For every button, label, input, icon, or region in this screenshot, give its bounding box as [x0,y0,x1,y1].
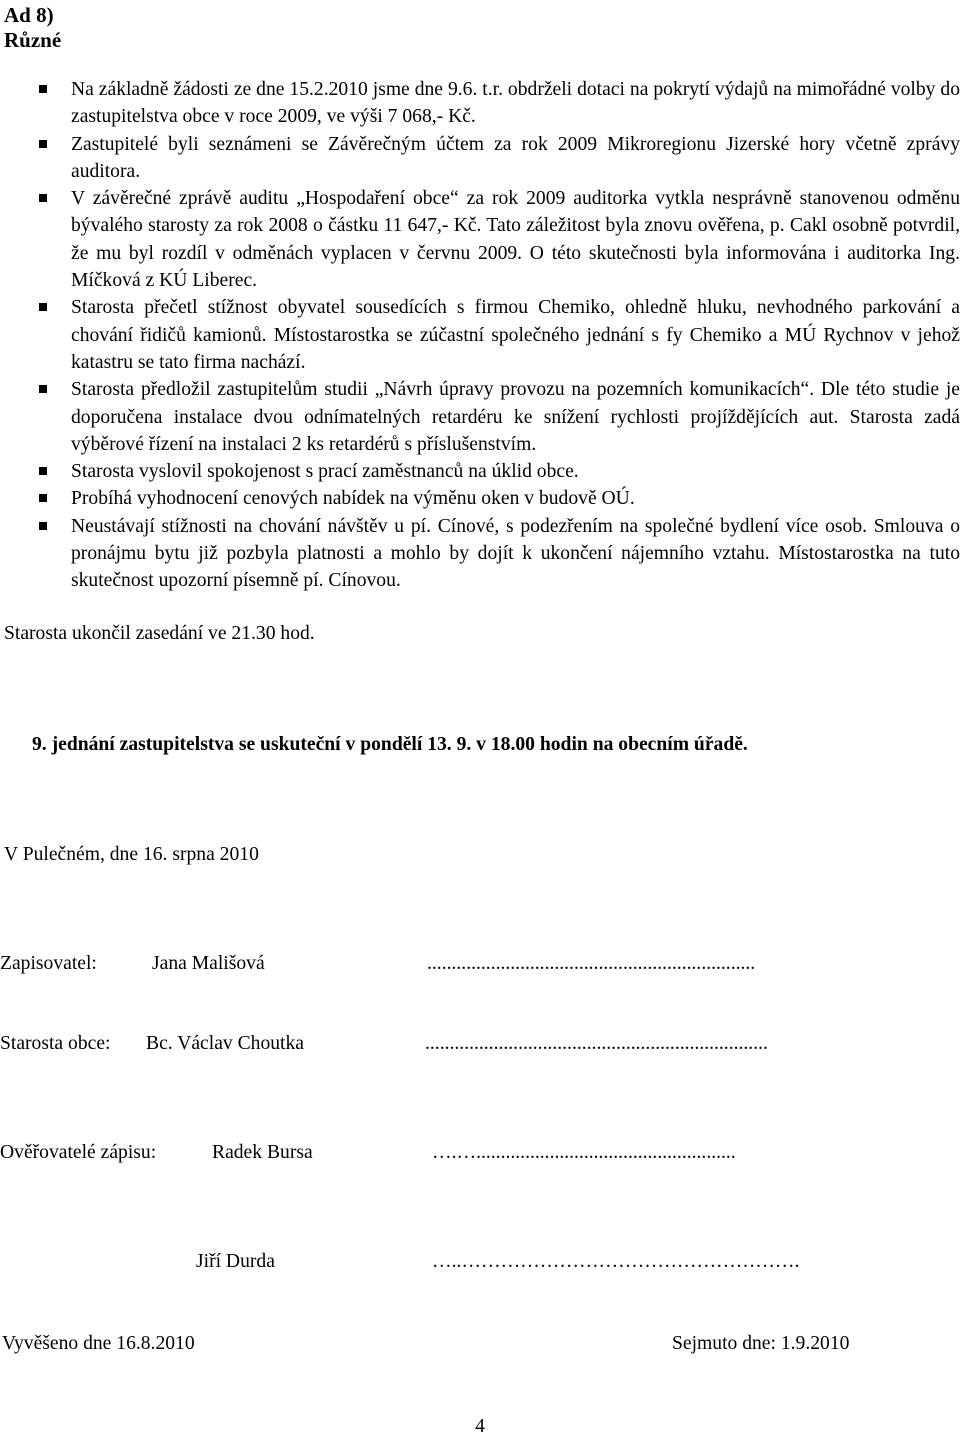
mayor-label: Starosta obce: [0,1033,111,1054]
square-bullet-icon [39,522,47,530]
signature-line: ….…..................................................... [432,1142,736,1163]
list-item [0,131,960,186]
recorder-label: Zapisovatel: [0,953,97,974]
list-item-text: Na základně žádosti ze dne 15.2.2010 jsme dne 9.6. t.r. obdrželi dotaci na pokrytí výdajů na mimořádné volby do zastupitelstva obce v roce 2009, ve výši 7 068,- Kč. [71,79,960,128]
list-item [0,376,960,458]
square-bullet-icon [39,467,47,475]
list-item-text: Probíhá vyhodnocení cenových nabídek na výměnu oken v budově OÚ. [71,488,635,510]
section-number: Ad 8) [4,3,54,27]
list-item [0,76,960,131]
verifiers-label: Ověřovatelé zápisu: [0,1142,157,1163]
square-bullet-icon [39,494,47,502]
recorder-name: Jana Mališová [152,953,265,974]
page-number: 4 [475,1416,485,1437]
section-title: Různé [4,28,62,52]
list-item-text: V závěrečné zprávě auditu „Hospodaření obce“ za rok 2009 auditorka vytkla nesprávně stanovenou odměnu bývalého starosty za rok 2008 o částku 11 647,- Kč. Tato záležitost byla znovu ověřena, p. Cakl osobně potvrdil, že mu byl rozdíl v odměnách vyplacen v červnu 2009. O této skutečnosti byla informována i auditorka Ing. Míčková z KÚ Liberec. [71,188,960,292]
square-bullet-icon [39,194,47,202]
mayor-name: Bc. Václav Choutka [146,1033,304,1054]
list-item [0,294,960,376]
verifier-name: Radek Bursa [212,1142,313,1163]
posted-date: Vyvěšeno dne 16.8.2010 [2,1333,195,1354]
bullet-list [0,76,960,595]
list-item [0,185,960,294]
list-item-text: Starosta přečetl stížnost obyvatel sousedících s firmou Chemiko, ohledně hluku, nevhodného parkování a chování řidičů kamionů. Místostarostka se zúčastní společného jednání s fy Chemiko a MÚ Rychnov v jehož katastru se tato firma nachází. [71,297,960,373]
verifier-name: Jiří Durda [196,1251,275,1272]
removed-date: Sejmuto dne: 1.9.2010 [672,1333,850,1354]
square-bullet-icon [39,140,47,148]
square-bullet-icon [39,303,47,311]
list-item [0,458,960,485]
signature-line: …..……………………………………………. [432,1251,800,1272]
next-meeting-notice: 9. jednání zastupitelstva se uskuteční v pondělí 13. 9. v 18.00 hodin na obecním úřadě. [32,734,748,755]
list-item [0,485,960,512]
square-bullet-icon [39,385,47,393]
signature-line: ................................................................... [427,953,756,974]
closing-statement: Starosta ukončil zasedání ve 21.30 hod. [4,623,315,644]
place-and-date: V Pulečném, dne 16. srpna 2010 [4,844,259,865]
list-item-text: Starosta předložil zastupitelům studii „Návrh úpravy provozu na pozemních komunikacích“. Dle této studie je doporučena instalace dvou odnímatelných retardéru ke snížení rychlosti projíždějících aut. Starosta zadá výběrové řízení na instalaci 2 ks retardérů s příslušenstvím. [71,379,960,455]
square-bullet-icon [39,85,47,93]
list-item [0,513,960,595]
signature-line: ...................................................................... [425,1033,768,1054]
list-item-text: Zastupitelé byli seznámeni se Závěrečným účtem za rok 2009 Mikroregionu Jizerské hory včetně zprávy auditora. [71,133,960,182]
list-item-text: Starosta vyslovil spokojenost s prací zaměstnanců na úklid obce. [71,461,579,483]
list-item-text: Neustávají stížnosti na chování návštěv u pí. Cínové, s podezřením na společné bydlení více osob. Smlouva o pronájmu bytu již pozbyla platnosti a mohlo by dojít k ukončení nájemního vztahu. Místostarostka na tuto skutečnost upozorní písemně pí. Cínovou. [71,515,960,592]
